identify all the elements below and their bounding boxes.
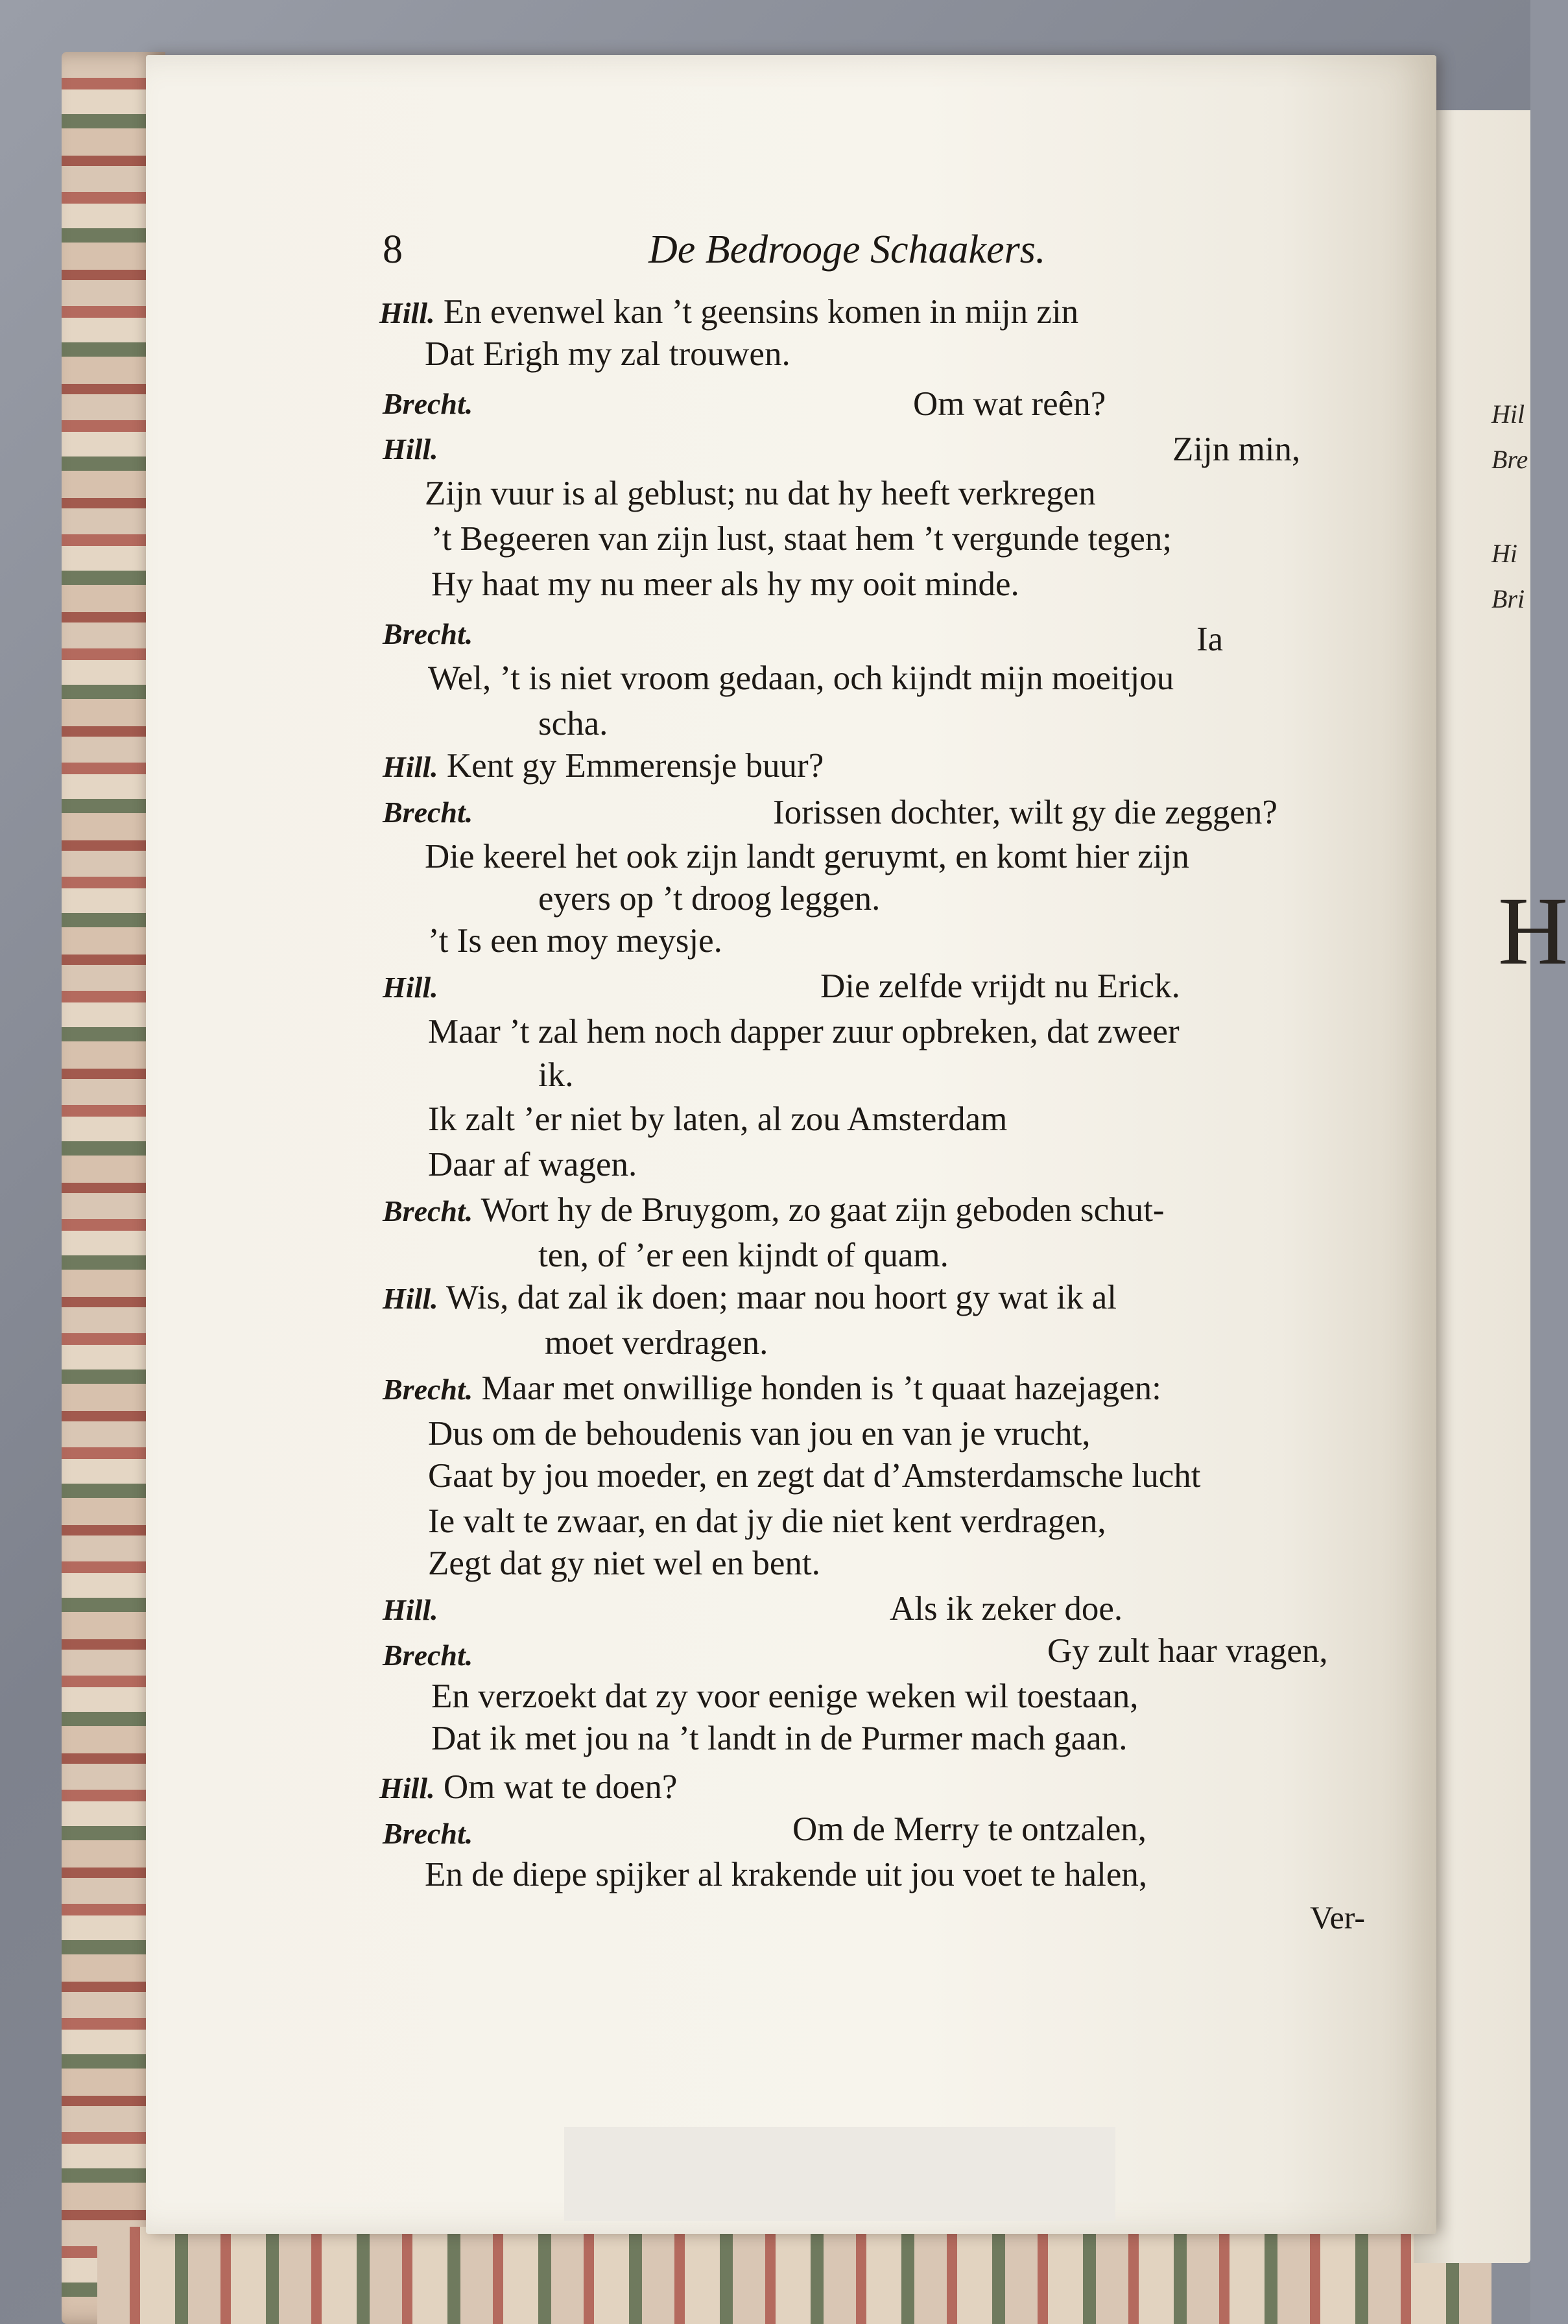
verse-line [428, 1459, 1200, 1493]
verse-text: ten, of ’er een kijndt of quam. [538, 1237, 949, 1274]
verse-line [431, 522, 1172, 556]
verse-text: Gy zult haar vragen, [1047, 1632, 1328, 1670]
verse-line [1047, 1634, 1328, 1668]
verse-text: scha. [538, 705, 608, 742]
verse-text: ’t Begeeren van zijn lust, staat hem ’t vergunde tegen; [431, 520, 1172, 558]
verse-line [428, 1102, 1007, 1137]
speaker-label: Hill. [383, 971, 438, 1004]
verse-text: Kent gy Emmerensje buur? [446, 747, 824, 785]
verse-text: Gaat by jou moeder, en zegt dat d’Amsterdamsche lucht [428, 1457, 1201, 1495]
verse-line [538, 707, 608, 741]
running-title: De Bedrooge Schaakers. [648, 228, 1046, 272]
speaker-label: Brecht. [383, 1639, 473, 1672]
verse-text: En evenwel kan ’t geensins komen in mijn zin [443, 293, 1079, 331]
speaker-label: Brecht. [383, 617, 473, 650]
speaker-label: Hill. [383, 750, 438, 783]
verse-text: Om wat te doen? [443, 1768, 678, 1806]
verse-text: Daar af wagen. [428, 1146, 637, 1183]
verse-line [383, 616, 473, 650]
speaker-label: Hill. [383, 1593, 438, 1626]
verse-text: Ik zalt ’er niet by laten, al zou Amsterdam [428, 1100, 1008, 1138]
verse-line [538, 1239, 949, 1273]
verse-text: eyers op ’t droog leggen. [538, 880, 881, 918]
facing-fragment: Hi [1491, 539, 1517, 568]
verse-line [383, 386, 473, 420]
verse-line [431, 567, 1019, 602]
verse-text: Wel, ’t is niet vroom gedaan, och kijndt mijn moeitjou [428, 659, 1174, 697]
verse-line [383, 1816, 473, 1850]
verse-line [379, 295, 1078, 329]
verse-line [383, 749, 824, 783]
verse-text: Wis, dat zal ik doen; maar nou hoort gy wat ik al [445, 1279, 1117, 1316]
book-page [146, 55, 1436, 2234]
verse-text: moet verdragen. [545, 1324, 768, 1362]
verse-line [383, 794, 473, 829]
verse-text: Die keerel het ook zijn landt geruymt, en komt hier zijn [425, 838, 1189, 875]
verse-line [538, 882, 880, 916]
verse-text: Om de Merry te ontzalen, [792, 1810, 1146, 1848]
verse-line [383, 969, 438, 1004]
catchword: Ver- [1310, 1899, 1366, 1936]
speaker-label: Hill. [379, 1772, 435, 1805]
verse-text: ik. [538, 1056, 574, 1094]
verse-line [425, 337, 790, 372]
speaker-label: Hill. [379, 296, 435, 329]
verse-line [383, 1637, 473, 1672]
verse-line [545, 1326, 768, 1360]
verse-text: Als ik zeker doe. [890, 1590, 1123, 1628]
speaker-label: Brecht. [383, 387, 473, 420]
verse-text: En de diepe spijker al krakende uit jou voet te halen, [425, 1856, 1148, 1893]
speaker-label: Hill. [383, 1282, 438, 1315]
verse-line [538, 1058, 573, 1093]
verse-line [1196, 622, 1223, 657]
speaker-label: Brecht. [383, 1817, 473, 1850]
verse-line [913, 387, 1106, 421]
verse-text: Dat ik met jou na ’t landt in de Purmer mach gaan. [431, 1720, 1128, 1757]
verse-line [431, 1722, 1127, 1756]
verse-line [428, 1417, 1091, 1451]
verse-line [383, 1281, 1117, 1315]
page-number: 8 [383, 228, 403, 272]
facing-fragment: Bre [1491, 445, 1528, 474]
verse-text: Zijn min, [1172, 431, 1301, 468]
verse-text: Zegt dat gy niet wel en bent. [428, 1545, 820, 1582]
verse-text: Die zelfde vrijdt nu Erick. [820, 967, 1180, 1005]
verse-text: ’t Is een moy meysje. [428, 922, 722, 960]
verse-text: Maar ’t zal hem noch dapper zuur opbreken, dat zweer [428, 1013, 1180, 1050]
redaction-patch [564, 2127, 1115, 2221]
verse-line [431, 1679, 1139, 1714]
verse-line [428, 661, 1174, 696]
verse-line [383, 1193, 1165, 1227]
verse-line [383, 431, 438, 466]
facing-fragment: Hil [1491, 399, 1525, 429]
verse-text: Zijn vuur is al geblust; nu dat hy heeft verkregen [425, 475, 1096, 512]
verse-line [773, 796, 1277, 830]
verse-line [425, 477, 1096, 511]
speaker-label: Brecht. [383, 1194, 473, 1227]
facing-fragment-large: H [1498, 877, 1568, 985]
verse-line [890, 1592, 1123, 1626]
verse-text: En verzoekt dat zy voor eenige weken wil toestaan, [431, 1678, 1139, 1715]
verse-text: Ie valt te zwaar, en dat jy die niet kent verdragen, [428, 1502, 1106, 1540]
verse-text: Iorissen dochter, wilt gy die zeggen? [773, 794, 1277, 831]
verse-line [820, 969, 1180, 1004]
verse-line [383, 1371, 1161, 1406]
verse-line [428, 924, 722, 958]
speaker-label: Hill. [383, 433, 438, 466]
verse-line [792, 1812, 1146, 1847]
verse-text: Om wat reên? [913, 385, 1106, 423]
verse-text: Maar met onwillige honden is ’t quaat hazejagen: [481, 1370, 1161, 1407]
verse-text: Ia [1196, 621, 1224, 658]
verse-text: Dus om de behoudenis van jou en van je vrucht, [428, 1415, 1091, 1452]
marbled-binding-bottom [97, 2227, 1491, 2324]
verse-text: Hy haat my nu meer als hy my ooit minde. [431, 565, 1019, 603]
verse-line [1172, 433, 1300, 467]
verse-line [379, 1770, 677, 1805]
page-header [233, 227, 1102, 279]
verse-line [428, 1504, 1106, 1539]
verse-line [425, 1858, 1147, 1892]
facing-fragment: Bri [1491, 584, 1525, 613]
verse-line [428, 1015, 1180, 1049]
verse-line [383, 1592, 438, 1626]
speaker-label: Brecht. [383, 1373, 473, 1406]
verse-line [428, 1148, 637, 1182]
verse-text: Wort hy de Bruygom, zo gaat zijn geboden schut- [481, 1191, 1165, 1229]
verse-line [428, 1547, 820, 1581]
verse-line [425, 840, 1189, 874]
speaker-label: Brecht. [383, 796, 473, 829]
verse-text: Dat Erigh my zal trouwen. [425, 335, 790, 373]
